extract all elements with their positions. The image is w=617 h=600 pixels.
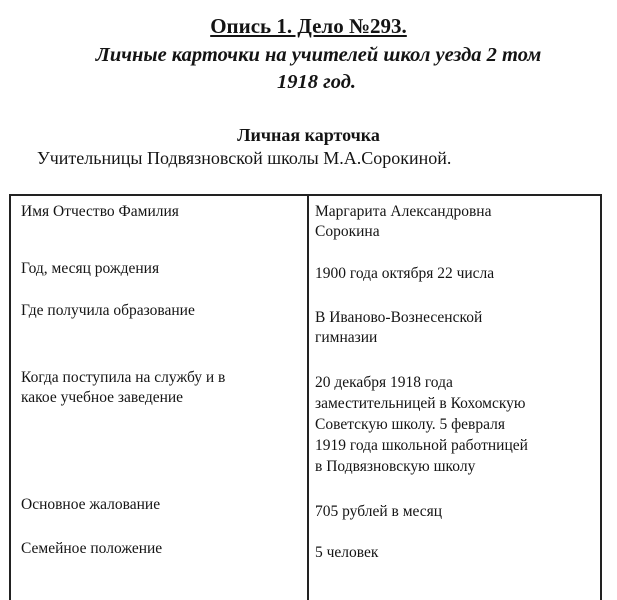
value-line: 1919 года школьной работницей — [315, 437, 528, 454]
card-title: Личная карточка — [237, 125, 380, 145]
file-year: 1918 год. — [277, 71, 356, 93]
row-value-name — [315, 202, 600, 242]
label-line: Где получила образование — [21, 302, 195, 319]
row-label-salary — [21, 495, 301, 515]
row-value-birth — [315, 264, 600, 284]
value-line: 5 человек — [315, 544, 379, 561]
card-subtitle: Учительницы Подвязновской школы М.А.Сорокиной. — [37, 148, 452, 168]
row-value-education — [315, 308, 600, 348]
value-line: В Иваново-Вознесенской — [315, 309, 483, 326]
label-line: Семейное положение — [21, 540, 163, 557]
row-label-family — [21, 539, 301, 559]
inventory-heading: Опись 1. Дело №293. — [210, 14, 407, 38]
value-line: 705 рублей в месяц — [315, 503, 443, 520]
row-label-education — [21, 301, 301, 321]
label-line: Когда поступила на службу и в — [21, 369, 226, 386]
label-line: Основное жалование — [21, 496, 161, 513]
personal-card-table — [9, 194, 602, 600]
value-line: гимназии — [315, 329, 378, 346]
label-line: Имя Отчество Фамилия — [21, 203, 179, 220]
value-line: Маргарита Александровна — [315, 203, 492, 220]
value-line: 1900 года октября 22 числа — [315, 265, 495, 282]
label-line: какое учебное заведение — [21, 389, 184, 406]
value-line: заместительницей в Кохомскую — [315, 395, 526, 412]
value-line: Сорокина — [315, 223, 380, 240]
row-value-salary — [315, 502, 600, 522]
row-label-service — [21, 368, 301, 408]
value-line: 20 декабря 1918 года — [315, 374, 453, 391]
column-divider — [307, 196, 309, 600]
value-line: в Подвязновскую школу — [315, 458, 476, 475]
row-value-service — [315, 372, 600, 477]
label-line: Год, месяц рождения — [21, 260, 160, 277]
row-value-family — [315, 543, 600, 563]
row-label-name — [21, 202, 301, 222]
row-label-birth — [21, 259, 301, 279]
value-line: Советскую школу. 5 февраля — [315, 416, 505, 433]
file-title: Личные карточки на учителей школ уезда 2 том — [95, 44, 542, 66]
